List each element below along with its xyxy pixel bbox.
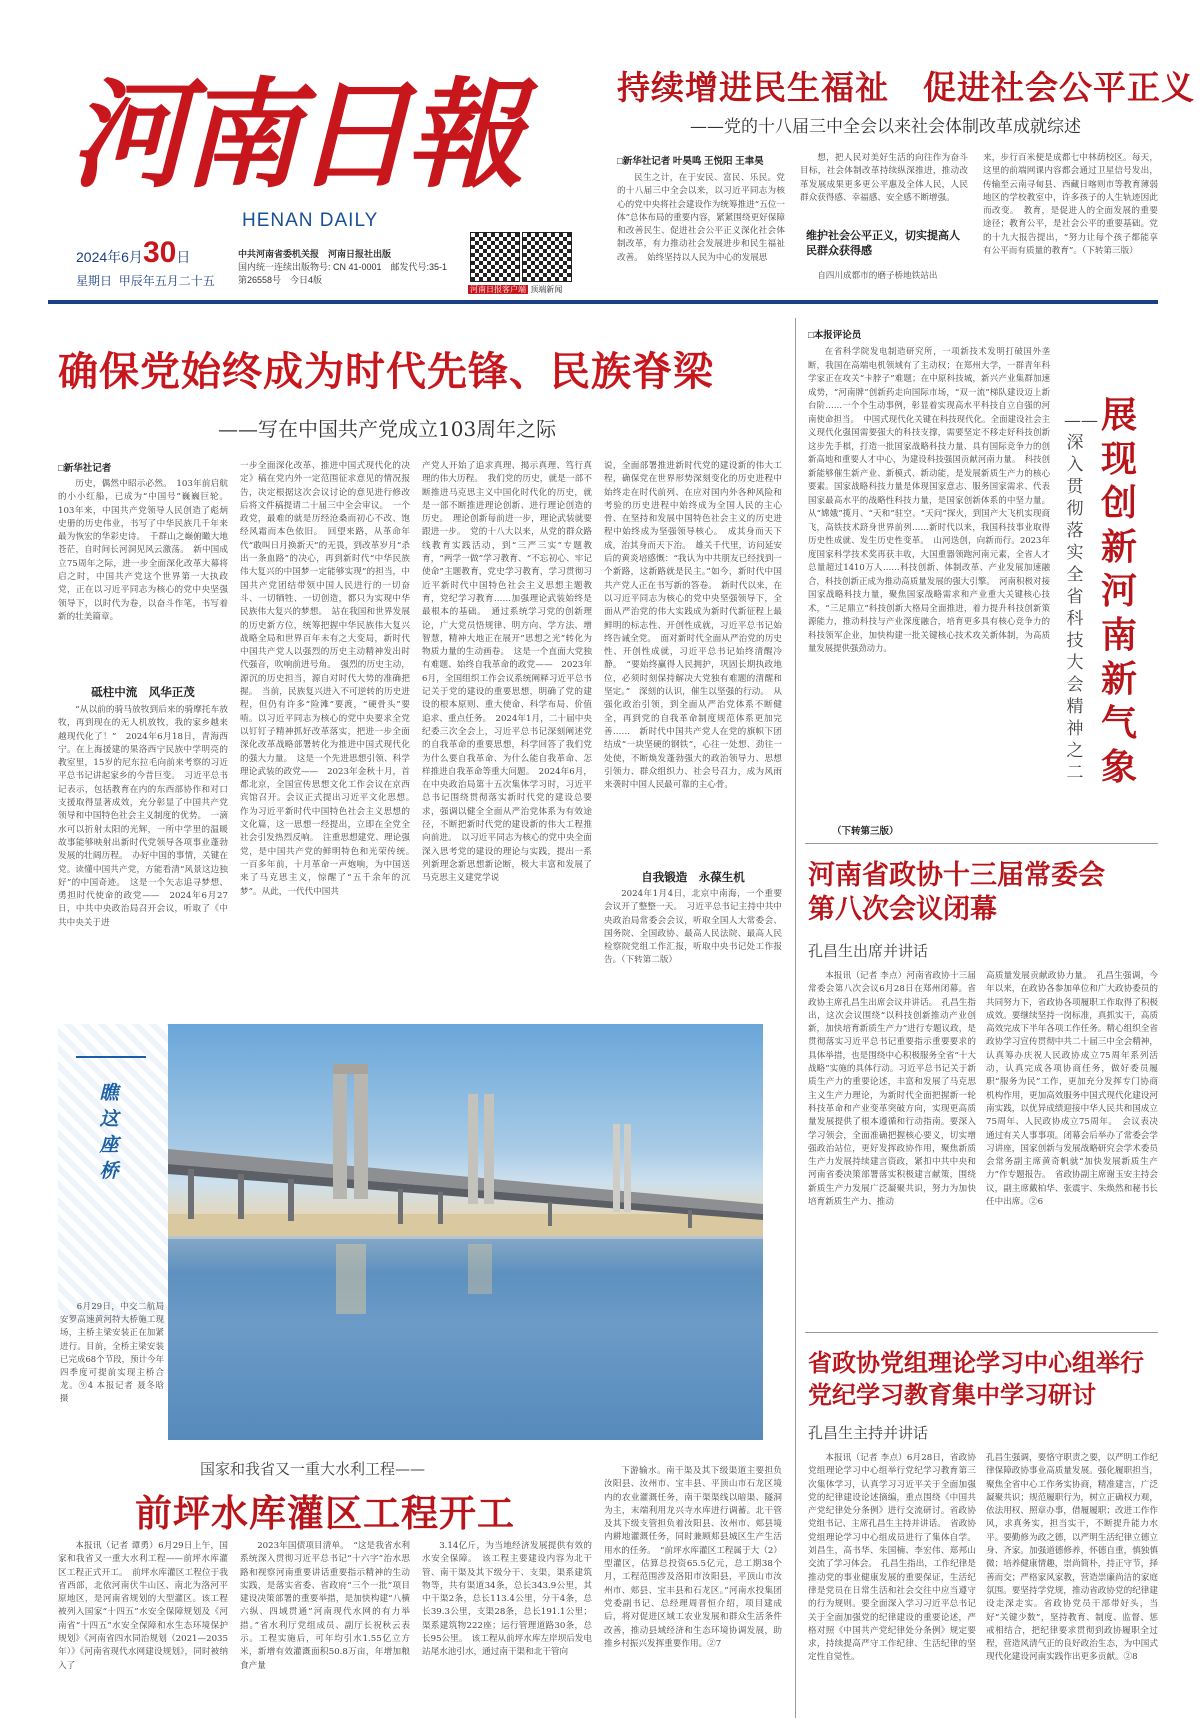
reservoir-headline: 前坪水库灌区工程开工 bbox=[135, 1491, 515, 1535]
bridge-deck bbox=[168, 1149, 763, 1214]
bridge-deck-shadow bbox=[168, 1164, 763, 1220]
bridge-illustration bbox=[168, 1024, 763, 1440]
date-suffix: 日 bbox=[176, 249, 191, 265]
cppcc-col-1: 本报讯（记者 李点）河南省政协十三届常委会第八次会议6月28日在郑州闭幕。省政协主席孔昌生出席会议并讲话。 孔昌生指出，这次会议围绕“以科技创新推动产业创新，加快培育新质生产力”进行专题议政，是贯彻落实习近平总书记重要指示重要要求的具体举措，也是围绕中心积极服务全省“十大战略”实施的具体行动。习近平总书记关于新质生产力的重要论述，丰富和发展了马克思主义生产力理论，为新时代全面把握新一轮科技革命和产业变革突破方向，实现更高质量发展提供了根本遵循和行动指南。要深入学习领会，全面准确把握核心要义，切实增强政治站位，更好发挥政协作用，聚焦新质生产力发展持续建言资政，紧扣中共中央和河南省委决策部署落实积极建言献策，围绕新质生产力发展广泛凝聚共识，努力为加快培育新质生产力、推动 bbox=[808, 971, 976, 1208]
lead-col-1b: “从以前的骑马放牧到后来的骑摩托车放牧，再到现在的无人机放牧，我的家乡越来越现代化了！” 2024年6月18日，青海西宁。在上海援建的果洛西宁民族中学明亮的教室里，15岁的尼东拉毛向前来考察的习近平总书记讲起家乡的今昔巨变。 习近平总书记表示，包括教育在内的东西部协作和对口支援取得显著成效，充分彰显了中国共产党领导和中国特色社会主义制度的优势。 一滴水可以折射太阳的光辉，一所中学里的温暖故事能够映射出新时代党领导各项事业蓬勃发展的壮阔历程。 办好中国的事情，关键在党。读懂中国共产党，方能看清“风景这边独好”的中国奇迹。 这是一个矢志追寻梦想、勇担时代使命的政党—— 2024年6月27日，中共中央政治局召开会议，听取了《中共中央关于进 bbox=[58, 705, 228, 928]
tower-reflection bbox=[336, 1244, 366, 1314]
study-col-1: 本报讯（记者 李点）6月28日，省政协党组理论学习中心组举行党纪学习教育第三次集体学习，认真学习习近平关于全面加强党的纪律建设论述摘编，重点围绕《中国共产党纪律处分条例》进行交流研讨。省政协党组书记、主席孔昌生主持并讲话。 省政协党组理论学习中心组成员进行了集体自学。刘昌生，高书华、朱国楠、李宏伟、郑邦山交流了学习体会。 孔昌生指出，工作纪律是推动党的事业健康发展的重要保证，生活纪律是党员在日常生活和社会交往中应当遵守的行为规则。要全面深入学习习近平总书记关于全面加强党的纪律建设的重要论述，严格对照《中国共产党纪律处分条例》规定要求，持续提高严守工作纪律、生活纪律的坚定性自觉性。 bbox=[808, 1453, 976, 1663]
lead-col-4-head: 自我锻造 永葆生机 bbox=[641, 870, 745, 884]
bridge-tower bbox=[468, 1094, 478, 1204]
cppcc-headline-2: 第八次会议闭幕 bbox=[808, 894, 997, 925]
commentary-title: 展现创新河南新气象 bbox=[1100, 394, 1137, 788]
commentary-body: 在省科学院发电制造研究所，一项新技术发明打破国外垄断，我国在高端电机领域有了主动权；在郑州大学，一群青年科学家正在攻关“卡脖子”难题；在中原科技城，新兴产业集群加速成势，“河南牌”创新药走向国际市场，“双一流”梯队建设迈上新台阶……一个个生动事例，彰显着实现高水平科技自立自强的河南使命担当。 中国式现代化关键在科技现代化。全面建设社会主义现代化强国需要强大的科技支撑，需要坚定不移走好科技创新这步先手棋，打造一批国家战略科技力量、具有国际竞争力的创新高地和重要人才中心，为建设科技强国贡献河南力量。 科技创新能够催生新产业、新模式、新动能，是发展新质生产力的核心要素。国家战略科技力量是体现国家意志、服务国家需求、代表国家最高水平的战略性科技力量，是国家创新体系的中坚力量。从“嫦娥”揽月、“天和”驻空、“天问”探火，到国产大飞机实现商飞，高铁技术跻身世界前列……新时代以来，我国科技事业取得历史性成就、发生历史性变革。 山河迭创，向新而行。2023年度国家科学技术奖再获丰收，大国重器领跑河南元素，全省人才总量超过1410万人……科技创新、体制改革、产业发展加速融合，科技创新正成为推动高质量发展的强大引擎。 河南积极对接国家战略科技力量，聚焦国家战略需求和产业重大关键核心技术，“三足鼎立”科技创新大格局全面推进，着力提升科技创新策源能力，推动科技与产业深度融合，培育更多具有核心竞争力的科技领军企业，加快构建一批关键核心技术攻关新体制，为高质量发展提供强劲动力。 bbox=[808, 346, 1050, 653]
reservoir-col-2: 2023年国债项目清单。 “这是我省水利系统深入贯彻习近平总书记“十六字”治水思路和视察河南重要讲话重要指示精神的生动实践，是落实省委、省政府“三个一批”项目建设决策部署的重要举措，是加快构建“八横六纵、四域贯通”河南现代水网的有力举措。”省水利厅党组成员、副厅长祝秋云表示。工程实施后，可年均引水1.55亿立方米，新增有效灌溉面积50.8万亩，年增加粮食产量 bbox=[240, 1541, 410, 1671]
cppcc-subheadline: 孔昌生出席并讲话 bbox=[808, 942, 929, 960]
bridge-tower bbox=[613, 1124, 620, 1212]
water bbox=[168, 1239, 763, 1440]
study-headline-1: 省政协党组理论学习中心组举行 bbox=[808, 1348, 1144, 1377]
top-headline: 持续增进民生福祉 促进社会公平正义 bbox=[617, 68, 1195, 107]
study-col-2: 孔昌生强调，要恪守职责之要，以严明工作纪律保障政协事业高质量发展。强化履职担当，聚焦全省中心工作务实协商，精准建言，广泛凝聚共识；规范履职行为，树立正确权力观，依法用权、照章办事，借履履职；改进工作作风，求真务实，担当实干，不断提升能力水平。要勤修为政之德，以严明生活纪律立德立身、齐家。加强道德修养，怀德自重，慎独慎微；培养健康情趣，崇尚简朴，持正守节，择善而交；严格家风家教，营造崇廉尚洁的家庭氛围。要坚持学党规，推动省政协党的纪律建设走深走实。省政协党员干部带好头，当好“关键少数”，坚持教育、制度、监督、惩戒相结合，把纪律要求贯彻到政协履职全过程，营造风清气正的良好政治生态，为中国式现代化建设河南实践作出更多贡献。②8 bbox=[986, 1453, 1158, 1663]
publication-info bbox=[238, 248, 458, 287]
cppcc-headline-1: 河南省政协十三届常委会 bbox=[808, 860, 1105, 891]
date-day: 30 bbox=[142, 236, 177, 269]
shore bbox=[168, 1214, 763, 1236]
bridge-tower bbox=[333, 1064, 347, 1199]
weekday: 星期日 bbox=[76, 274, 113, 288]
lead-col-1-head: 砥柱中流 风华正茂 bbox=[91, 685, 195, 699]
lead-col-3: 产党人开始了追求真理、揭示真理、笃行真理的伟大历程。 我们党的历史，就是一部不断推进马克思主义中国化时代化的历史，就是一部不断推进理论创新、进行理论创造的历史。 理论创新每前进一步，理论武装就要跟进一步。 党的十八大以来，从党的群众路线教育实践活动，到“三严三实”专题教育，“两学一做”学习教育、“不忘初心、牢记使命”主题教育，党史学习教育，学习贯彻习近平新时代中国特色社会主义思想主题教育，党纪学习教育……加强理论武装始终是最根本的基础。 通过系统学习党的创新理论，广大党员悟规律、明方向、学方法、增智慧，精神大地正在展开“思想之光”转化为物质力量的生动画卷。 这是一个直面大党独有难题、始终自我革命的政党—— 2023年6月，全国组织工作会议系统阐释习近平总书记关于党的建设的重要思想，明确了党的建设的根本原则、重大使命、科学布局、价值追求、重点任务。 2024年1月，二十届中央纪委三次全会上，习近平总书记深刻阐述党的自我革命的重要思想，科学回答了我们党为什么要自我革命、为什么能自我革命、怎样推进自我革命等重大问题。 2024年6月，在中央政治局第十五次集体学习时，习近平总书记围绕贯彻落实新时代党的建设总要求，强调以健全全面从严治党体系为有效途径，不断把新时代党的建设新的伟大工程推向前进。 以习近平同志为核心的党中央全面深入思考党的建设的理论与实践，提出一系列新理念新思想新论断，极大丰富和发展了马克思主义建党学说 bbox=[422, 461, 592, 884]
reservoir-col-4: 下游输水。南干渠及其下级渠道主要担负汝阳县、汝州市、宝丰县、平顶山市石龙区境内的农业灌溉任务，南干渠渠线以暗渠、隧洞为主，末端利用龙兴寺水库进行调蓄。北干管及其下级支管担负着汝阳县、汝州市、郏县境内耕地灌溉任务，同时兼顾郏县城区生产生活用水的任务。 “前坪水库灌区工程属于大（2）型灌区，估算总投资65.5亿元，总工期38个月，工程范围涉及洛阳市汝阳县，平顶山市汝州市、郏县、宝丰县和石龙区。”河南水投集团党委副书记、总经理周晋恒介绍，项目建成后，将对促进区域工农业发展和群众生活条件改善，推动县域经济和生态环境协调发展，助推乡村振兴发挥重要作用。②7 bbox=[604, 1466, 782, 1649]
lead-col-4b: 2024年1月4日，北京中南海，一个重要会议开了整整一天。 习近平总书记主持中共中央政治局常委会会议，听取全国人大常委会、国务院、全国政协、最高人民法院、最高人民检察院党组工作汇报，听取中央书记处工作报告。（下转第二版） bbox=[604, 889, 782, 966]
study-headline-2: 党纪学习教育集中学习研讨 bbox=[808, 1380, 1096, 1409]
bridge-tower bbox=[624, 1124, 631, 1212]
commentary-tail: （下转第三版） bbox=[832, 826, 899, 837]
qr-code-1[interactable] bbox=[470, 232, 520, 282]
bridge-tower bbox=[354, 1064, 368, 1199]
qr-code-icon bbox=[470, 232, 520, 282]
top-col-1: 民生之计，在于安民、富民、乐民。党的十八届三中全会以来，以习近平同志为核心的党中央将社会建设作为统筹推进“五位一体”总体布局的重要内容，紧紧围绕更好保障和改善民生、促进社会公平正义深化社会体制改革，有力推动社会发展进步和民生福祉改善。 始终坚持以人民为中心的发展思 bbox=[617, 173, 785, 263]
lead-col-2: 一步全面深化改革、推进中国式现代化的决定》稿在党内外一定范围征求意见的情况报告，决定根据这次会议讨论的意见进行修改后将文件稿提请二十届三中全会审议。 一个政党，最难的就是历经沧桑而初心不改、饱经风霜而本色依旧。 回望来路，从革命年代“敢叫日月换新天”的无畏，到改革岁月“杀出一条血路”的决心，再到新时代“中华民族伟大复兴的中国梦一定能够实现”的担当，中国共产党团结带领中国人民进行的一切奋斗、一切牺牲、一切创造，都只为实现中华民族伟大复兴的梦想。 站在我国和世界发展的历史新方位，统筹把握中华民族伟大复兴战略全局和世界百年未有之大变局，新时代中国共产党人以强烈的历史主动精神发出时代强音，吹响前进号角。 强烈的历史主动，源沉的历史担当，源自对时代大势的准确把握。 当前，民族复兴进入不可逆转的历史进程，但仍有许多“险滩”要渡，“硬骨头”要啃。以习近平同志为核心的党中央要求全党以钉钉子精神抓好改革落实，把进一步全面深化改革战略部署转化为推进中国式现代化的强大力量。 这是一个先进思想引领、科学理论武装的政党—— 2023年金秋十月，首都北京，全国宣传思想文化工作会议在京西宾馆召开。会议正式提出习近平文化思想。 作为习近平新时代中国特色社会主义思想的文化篇，这一思想一经提出，立即在全党全社会引发热烈反响。 注重思想建党、理论强党，是中国共产党的鲜明特色和光荣传统。 一百多年前，十月革命一声炮响，为中国送来了马克思主义，惊醒了“五千余年的沉梦”。从此，一代代中国共 bbox=[240, 461, 419, 897]
lead-headline: 确保党始终成为时代先锋、民族脊梁 bbox=[58, 348, 714, 395]
reservoir-col-3: 3.14亿斤，为当地经济发展提供有效的水安全保障。 该工程主要建设内容为北干管、南干渠及其下级分干、支渠，渠系建筑物等，共有渠道34条，总长343.9公里，其中干渠2条，总长113.4公里，分干4条，总长39.3公里，支渠28条，总长191.1公里；渠系建筑物222座；运行管理道路30条，总长95公里。 该工程从前坪水库左岸坝后发电站尾水池引水，通过南干渠和北干管向 bbox=[422, 1541, 592, 1658]
date-block bbox=[76, 236, 215, 289]
commentary-subtitle: ——深入贯彻落实全省科技大会精神之二 bbox=[1064, 411, 1098, 783]
qr2-label: 顶端新闻 bbox=[530, 285, 563, 294]
top-col-2-tail: 自四川成都市的磨子桥地铁站出 bbox=[817, 271, 938, 281]
lead-col-1: 历史，偶然中昭示必然。 103年前启航的小小红船，已成为“中国号”巍巍巨轮。103年来，中国共产党领导人民创造了彪炳史册的历史伟业，书写了中华民族几千年来最为恢宏的华彩史诗。 千群山之巅俯瞰大地苍茫，自时间长河洞见风云激荡。 新中国成立75周年之际，进一步全面深化改革大幕将启之时，中国共产党这个世界第一大执政党，正在以习近平同志为核心的党中央坚强领导下，以时代为卷，以奋斗作笔，书写着新的壮美篇章。 bbox=[58, 479, 228, 622]
study-subheadline: 孔昌生主持并讲话 bbox=[808, 1424, 929, 1442]
issue: 第26558号 今日4版 bbox=[238, 275, 323, 285]
masthead-rule bbox=[48, 300, 1158, 304]
top-col-2: 想，把人民对美好生活的向往作为奋斗目标，社会体制改革持续纵深推进，推动改革发展成果更多更公平惠及全体人民，人民群众获得感、幸福感、安全感不断增强。 bbox=[800, 153, 968, 203]
lunar-date: 甲辰年五月二十五 bbox=[118, 274, 215, 288]
lead-byline: □新华社记者 bbox=[58, 463, 112, 474]
qr-code-2[interactable] bbox=[522, 232, 572, 282]
publisher: 中共河南省委机关报 河南日报社出版 bbox=[238, 249, 392, 259]
lead-col-4: 说，全面部署推进新时代党的建设新的伟大工程，确保党在世界形势深刻变化的历史进程中始终走在时代前列、在应对国内外各种风险和考验的历史进程中始终成为全国人民的主心骨、在坚持和发展中国特色社会主义的历史进程中始终成为坚强领导核心。 成其身而天下成，治其身而天下治。 雄关千代里，访问延安后的黄炎培感慨：“我认为中共朋友已经找到一个新路，这新路就是民主。”如今，新时代中国共产党人正在书写新的答卷。 新时代以来，在以习近平同志为核心的党中央坚强领导下，全面从严治党的伟大实践成为新时代新征程上最鲜明的标志性、开创性成就，习近平总书记始终告诫全党。 面对新时代全面从严治党的历史性、开创性成就，习近平总书记始终清醒冷静。 “要始终赢得人民拥护，巩固长期执政地位，必须时刻保持解决大党独有难题的清醒和坚定。” 深刻的认识，催生以坚强的行动。 从强化政治引领，到全面从严治党体系不断健全，再到党的自我革命制度规范体系更加完善…… 新时代中国共产党人在党的旗帜下团结成“一块坚硬的钢铁”，心往一处想、劲往一处使，不断焕发蓬勃强大的政治领导力、思想引领力、群众组织力、社会号召力，成为风雨来袭时中国人民最可靠的主心骨。 bbox=[604, 461, 782, 791]
section-rule bbox=[805, 1332, 1158, 1333]
masthead-english: HENAN DAILY bbox=[242, 210, 379, 231]
top-subheadline: ——党的十八届三中全会以来社会体制改革成就综述 bbox=[690, 117, 1081, 137]
section-rule bbox=[805, 843, 1158, 844]
cppcc-col-2: 高质量发展贡献政协力量。 孔昌生强调，今年以来，在政协各参加单位和广大政协委员的共同努力下，省政协各项履职工作取得了积极成效。要继续坚持一岗标准，真抓实干，高质高效完成下半年各项工作任务。精心组织全省政协学习宣传贯彻中共二十届三中全会精神，认真筹办庆祝人民政协成立75周年系列活动，认真完成各项协商任务，做好委员履职“服务为民”工作，更加充分发挥专门协商机构作用，更加高效服务中国式现代化建设河南实践，以优异成绩迎接中华人民共和国成立75周年、人民政协成立75周年。 会议表决通过有关人事事项。闭幕会后举办了常委会学习讲座，国家创新与发展战略研究会学术委员会常务副主席黄奇帆就“加快发展新质生产力”作专题报告。 省政协副主席谢玉安主持会议，副主席戴柏华、张震宇、朱焕然和秘书长任中出席。②6 bbox=[986, 971, 1158, 1208]
commentary-byline: □本报评论员 bbox=[808, 330, 862, 341]
tower-reflection bbox=[468, 1244, 492, 1294]
top-col-2-head: 维护社会公平正义，切实提高人民群众获得感 bbox=[806, 229, 960, 257]
masthead-title: 河南日報 bbox=[70, 65, 519, 204]
reservoir-col-1: 本报讯（记者 谭勇）6月29日上午，国家和我省又一重大水利工程——前坪水库灌区工程正式开工。 前坪水库灌区工程位于我省西部，北依河南伏牛山区、南北为洛河平原地区，是河南省规划的大型灌区。该工程被列入国家“十四五”水安全保障规划及《河南省“十四五”水安全保障和水生态环境保护规划》《河南省四水同治规划（2021—2035年）》《河南省现代水网建设规划》，同时被纳入了 bbox=[58, 1541, 228, 1671]
top-byline: □新华社记者 叶昊鸣 王悦阳 王聿昊 bbox=[617, 156, 764, 167]
bridge-tower bbox=[484, 1094, 494, 1204]
issn: 国内统一连续出版物号: CN 41-0001 邮发代号:35-1 bbox=[238, 262, 448, 272]
column-divider bbox=[795, 318, 796, 1718]
reservoir-subheadline: 国家和我省又一重大水利工程—— bbox=[200, 1460, 426, 1478]
lead-subheadline: ——写在中国共产党成立103周年之际 bbox=[218, 417, 557, 441]
bridge-photo bbox=[168, 1024, 763, 1440]
masthead bbox=[70, 60, 540, 231]
photo-caption: 6月29日，中交二航局安罗高速黄河特大桥施工现场，主桥主梁安装正在加紧进行。目前，全桥主梁安装已完成68个节段，预计今年四季度可提前实现主桥合龙。⑨4 本报记者 聂冬晗 摄 bbox=[60, 1301, 164, 1404]
photo-caption-title: 瞧这座桥 bbox=[99, 1082, 119, 1182]
bridge-tower-cap bbox=[333, 1064, 368, 1074]
top-col-3: 来，步行百米便是成都七中林荫校区。每天，这里的前端网课内容都会通过卫星信号发出，传输至云南寻甸县、西藏日喀则市等教育薄弱地区的学校教室中，许多孩子的人生轨迹因此而改变。 教育，是促进人的全面发展的重要途径；教育公平，是社会公平的重要基础。党的十九大报告提出，“努力让每个孩子都能享有公平而有质量的教育”。（下转第三版） bbox=[983, 153, 1158, 257]
qr1-label: 河南日报客户端 bbox=[470, 285, 526, 294]
qr-code-icon bbox=[522, 232, 572, 282]
date-prefix: 2024年6月 bbox=[76, 249, 143, 265]
